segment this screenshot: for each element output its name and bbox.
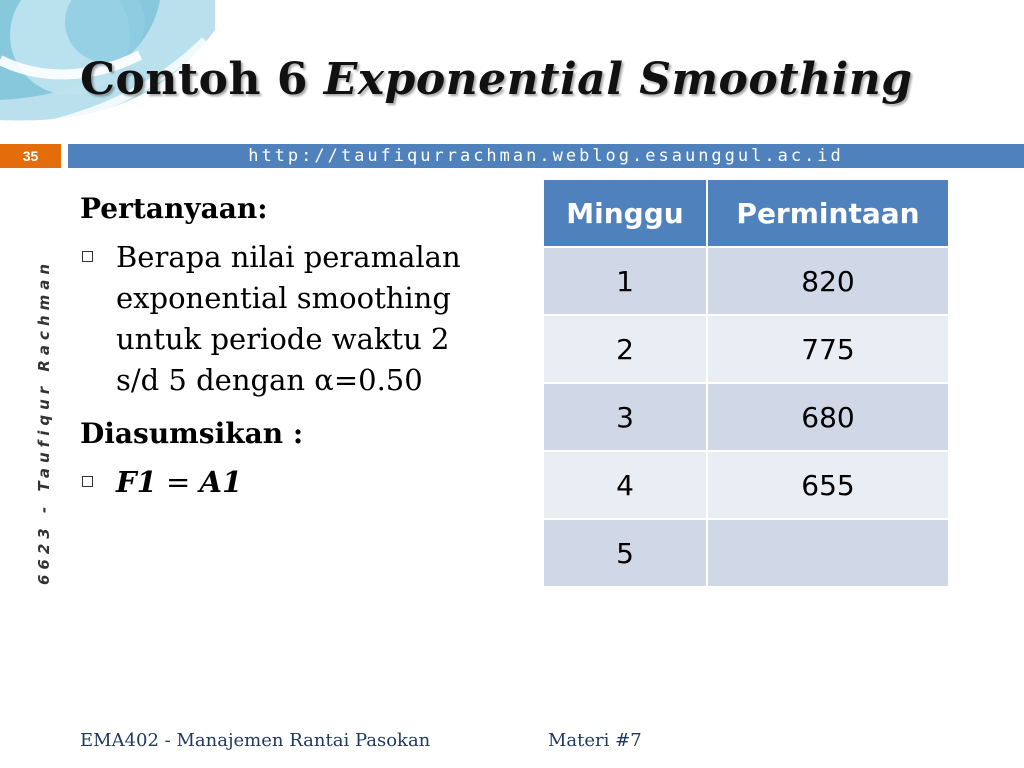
formula-left: F1: [116, 465, 157, 499]
cell-minggu: 2: [543, 315, 707, 383]
formula-eq: =: [156, 465, 200, 499]
footer-materi: Materi #7: [548, 730, 642, 751]
question-text: Berapa nilai peramalan exponential smoothing untuk periode waktu 2 s/d 5 dengan α=0.50: [116, 240, 461, 397]
demand-table: [542, 178, 950, 588]
table-row: [543, 451, 949, 519]
table-header-row: [543, 179, 949, 247]
author-vertical-text: 6623 - Taufiqur Rachman: [35, 258, 53, 585]
square-bullet-icon: [82, 251, 93, 262]
formula-right: A1: [199, 465, 243, 499]
table-row: [543, 519, 949, 587]
question-bullet: [80, 237, 500, 401]
header-permintaan: Permintaan: [707, 179, 949, 247]
assumption-heading: Diasumsikan :: [80, 417, 304, 450]
cell-minggu: 4: [543, 451, 707, 519]
assumption-bullet: [80, 462, 500, 503]
table-row: [543, 383, 949, 451]
cell-permintaan: [707, 519, 949, 587]
question-heading: Pertanyaan:: [80, 192, 268, 225]
cell-minggu: 3: [543, 383, 707, 451]
slide-number-badge: [0, 144, 61, 168]
table-row: [543, 315, 949, 383]
cell-minggu: 5: [543, 519, 707, 587]
title-plain: Contoh 6: [80, 54, 308, 105]
table-row: [543, 247, 949, 315]
cell-permintaan: 655: [707, 451, 949, 519]
url-text: http://taufiqurrachman.weblog.esaunggul.ac.id: [248, 146, 844, 166]
cell-permintaan: 775: [707, 315, 949, 383]
slide-title: [80, 54, 913, 105]
title-italic: Exponential Smoothing: [323, 54, 913, 105]
cell-minggu: 1: [543, 247, 707, 315]
square-bullet-icon: [82, 476, 93, 487]
url-bar: [68, 144, 1024, 168]
footer-course: EMA402 - Manajemen Rantai Pasokan: [80, 730, 431, 751]
cell-permintaan: 680: [707, 383, 949, 451]
slide-number: 35: [22, 148, 39, 164]
header-minggu: Minggu: [543, 179, 707, 247]
cell-permintaan: 820: [707, 247, 949, 315]
content-column: [80, 188, 500, 515]
